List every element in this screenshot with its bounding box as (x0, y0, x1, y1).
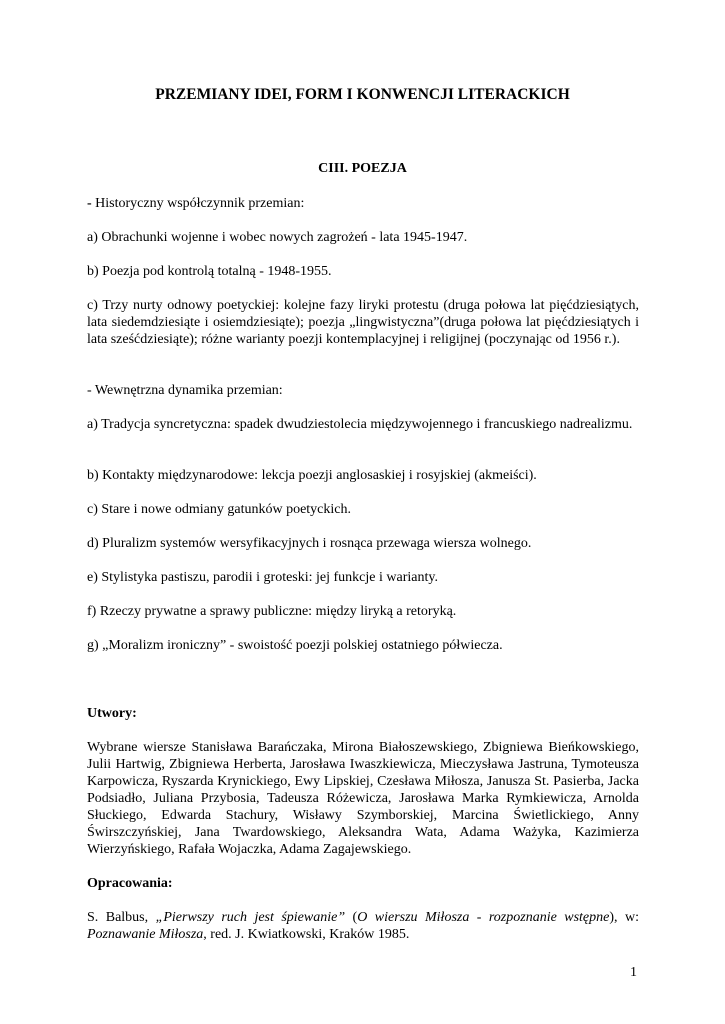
list-item: c) Trzy nurty odnowy poetyckiej: kolejne fazy liryki protestu (druga połowa lat pięćdziesiątych, lata siedemdziesiąte i osiemdziesiąte); poezja „lingwistyczna”(druga połowa lat pięćdziesiątych i lata sześćdziesiąte); różne warianty poezji kontemplacyjnej i religijnej (poczynając od 1956 r.). (87, 298, 639, 347)
works-heading: Utwory: (87, 706, 137, 721)
ref-subtitle: O wierszu Miłosza - rozpoznanie wstępne (357, 910, 610, 925)
list-item: c) Stare i nowe odmiany gatunków poetyckich. (87, 502, 351, 517)
ref-book: Poznawanie Miłosza (87, 927, 204, 942)
list-item: d) Pluralizm systemów wersyfikacyjnych i rosnąca przewaga wiersza wolnego. (87, 536, 532, 551)
ref-title: „Pierwszy ruch jest śpiewanie” (155, 910, 346, 925)
bibliography-entry (87, 909, 639, 943)
ref-tail: , red. J. Kwiatkowski, Kraków 1985. (203, 927, 410, 942)
ref-sep-1: ( (345, 910, 358, 925)
section-heading: CIII. POEZJA (318, 161, 407, 176)
intro-line (87, 195, 639, 212)
intro-dash: - (87, 196, 96, 211)
list-item: f) Rzeczy prywatne a sprawy publiczne: między liryką a retoryką. (87, 604, 457, 619)
list-item: a) Tradycja syncretyczna: spadek dwudziestolecia międzywojennego i francuskiego nadrealizmu. (87, 417, 633, 432)
list-item: b) Kontakty międzynarodowe: lekcja poezji anglosaskiej i rosyjskiej (akmeiści). (87, 468, 537, 483)
ref-sep-2: ), w: (609, 910, 639, 925)
page-number: 1 (630, 965, 637, 980)
ref-author: S. Balbus, (87, 910, 156, 925)
works-list: Wybrane wiersze Stanisława Barańczaka, Mirona Białoszewskiego, Zbigniewa Bieńkowskiego, Julii Hartwig, Zbigniewa Herberta, Jarosława Iwaszkiewicza, Mieczysława Jastruna, Tymoteusza Karpowicza, Ryszarda Krynickiego, Ewy Lipskiej, Czesława Miłosza, Janusza St. Pasierba, Jacka Podsiadło, Juliana Przybosia, Tadeusza Różewicza, Jarosława Marka Rymkiewicza, Arnolda Słuckiego, Edwarda Stachury, Wisławy Szymborskiej, Marcina Świetlickiego, Anny Świrszczyńskiej, Jana Twardowskiego, Aleksandra Wata, Adama Ważyka, Kazimierza Wierzyńskiego, Rafała Wojaczka, Adama Zagajewskiego. (87, 740, 639, 857)
list-item: e) Stylistyka pastiszu, parodii i groteski: jej funkcje i warianty. (87, 570, 438, 585)
list-item: g) „Moralizm ironiczny” - swoistość poezji polskiej ostatniego półwiecza. (87, 638, 503, 653)
list-item: a) Obrachunki wojenne i wobec nowych zagrożeń - lata 1945-1947. (87, 230, 468, 245)
intro-line-2: - Wewnętrzna dynamika przemian: (87, 383, 283, 398)
intro-text: Historyczny współczynnik przemian: (95, 196, 305, 211)
list-item: b) Poezja pod kontrolą totalną - 1948-1955. (87, 264, 332, 279)
document-title: PRZEMIANY IDEI, FORM I KONWENCJI LITERACKICH (155, 86, 570, 103)
studies-heading: Opracowania: (87, 876, 173, 891)
